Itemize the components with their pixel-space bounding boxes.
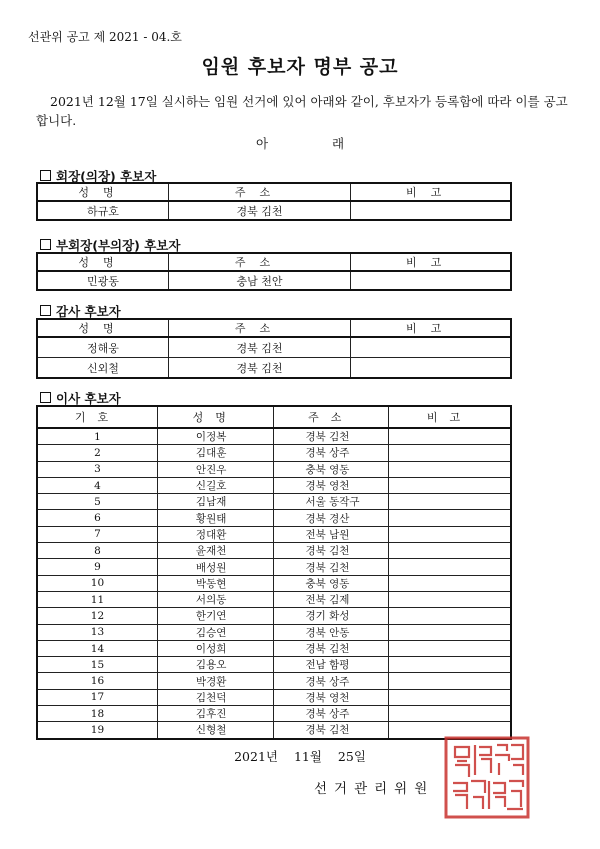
candidate-note <box>389 428 511 445</box>
president-table <box>36 182 512 221</box>
table-row <box>37 543 511 559</box>
table-row <box>37 624 511 640</box>
candidate-address: 경북 김천 <box>273 428 389 445</box>
column-header-note: 비고 <box>351 319 511 337</box>
table-row <box>37 722 511 739</box>
candidate-name: 이정복 <box>157 428 273 445</box>
candidate-address: 경북 김천 <box>168 358 350 379</box>
candidate-note <box>389 624 511 640</box>
candidate-note <box>389 657 511 673</box>
candidate-address: 충북 영동 <box>273 575 389 591</box>
candidate-name: 박동현 <box>157 575 273 591</box>
candidate-number: 18 <box>37 706 157 722</box>
candidate-number: 10 <box>37 575 157 591</box>
candidate-note <box>389 543 511 559</box>
checkbox-icon <box>40 170 51 181</box>
column-header-note: 비고 <box>389 406 511 428</box>
candidate-note <box>389 445 511 461</box>
candidate-number: 16 <box>37 673 157 689</box>
candidate-name: 정해웅 <box>37 337 168 358</box>
column-header-address: 주소 <box>273 406 389 428</box>
candidate-name: 한기연 <box>157 608 273 624</box>
table-row <box>37 477 511 493</box>
candidate-number: 3 <box>37 461 157 477</box>
table-row <box>37 337 511 358</box>
checkbox-icon <box>40 392 51 403</box>
candidate-number: 14 <box>37 640 157 656</box>
candidate-number: 8 <box>37 543 157 559</box>
committee-name: 선거관리위원 <box>314 781 435 797</box>
candidate-note <box>389 477 511 493</box>
column-header-address: 주소 <box>168 253 350 271</box>
candidate-name: 김천덕 <box>157 689 273 705</box>
auditor-table <box>36 318 512 379</box>
candidate-name: 안진우 <box>157 461 273 477</box>
below-marker: 아 래 <box>255 136 375 151</box>
section-heading-label: 이사 후보자 <box>56 391 121 406</box>
column-header-note: 비고 <box>351 253 511 271</box>
announcement-date: 2021년 11월 25일 <box>234 749 366 764</box>
candidate-name: 황원태 <box>157 510 273 526</box>
candidate-address: 경북 김천 <box>273 722 389 739</box>
candidate-address: 경북 김천 <box>168 337 350 358</box>
candidate-address: 경북 경산 <box>273 510 389 526</box>
candidate-number: 4 <box>37 477 157 493</box>
candidate-note <box>389 510 511 526</box>
table-row <box>37 445 511 461</box>
table-row <box>37 657 511 673</box>
candidate-name: 김용오 <box>157 657 273 673</box>
vice-president-table <box>36 252 512 291</box>
candidate-address: 경북 상주 <box>273 445 389 461</box>
candidate-note <box>389 526 511 542</box>
candidate-number: 2 <box>37 445 157 461</box>
checkbox-icon <box>40 239 51 250</box>
table-row <box>37 559 511 575</box>
column-header-name: 성명 <box>37 253 168 271</box>
candidate-number: 11 <box>37 591 157 607</box>
director-table <box>36 405 512 740</box>
candidate-note <box>389 559 511 575</box>
candidate-name: 서의동 <box>157 591 273 607</box>
document-number: 선관위 공고 제 2021 - 04.호 <box>28 30 182 44</box>
page-title: 임원 후보자 명부 공고 <box>201 56 399 78</box>
candidate-name: 신길호 <box>157 477 273 493</box>
table-row <box>37 526 511 542</box>
candidate-number: 6 <box>37 510 157 526</box>
candidate-name: 신형철 <box>157 722 273 739</box>
section-heading-label: 회장(의장) 후보자 <box>56 169 157 184</box>
candidate-name: 이성희 <box>157 640 273 656</box>
candidate-number: 17 <box>37 689 157 705</box>
candidate-name: 정대환 <box>157 526 273 542</box>
column-header-name: 성명 <box>37 183 168 201</box>
candidate-address: 전북 김제 <box>273 591 389 607</box>
column-header-name: 성명 <box>37 319 168 337</box>
candidate-address: 경북 김천 <box>273 640 389 656</box>
candidate-note <box>389 591 511 607</box>
table-row <box>37 201 511 220</box>
candidate-address: 경북 상주 <box>273 673 389 689</box>
candidate-name: 김승연 <box>157 624 273 640</box>
candidate-number: 1 <box>37 428 157 445</box>
table-row <box>37 494 511 510</box>
column-header-number: 기호 <box>37 406 157 428</box>
table-row <box>37 706 511 722</box>
table-row <box>37 608 511 624</box>
candidate-name: 김후진 <box>157 706 273 722</box>
candidate-name: 김남재 <box>157 494 273 510</box>
candidate-name: 민광동 <box>37 271 168 290</box>
column-header-address: 주소 <box>168 183 350 201</box>
table-row <box>37 673 511 689</box>
candidate-number: 9 <box>37 559 157 575</box>
candidate-name: 윤재천 <box>157 543 273 559</box>
candidate-number: 13 <box>37 624 157 640</box>
candidate-number: 15 <box>37 657 157 673</box>
candidate-name: 배성원 <box>157 559 273 575</box>
candidate-address: 서울 동작구 <box>273 494 389 510</box>
candidate-note <box>389 494 511 510</box>
candidate-name: 박경환 <box>157 673 273 689</box>
candidate-note <box>389 608 511 624</box>
candidate-address: 경기 화성 <box>273 608 389 624</box>
candidate-address: 충북 영동 <box>273 461 389 477</box>
candidate-address: 경북 김천 <box>273 559 389 575</box>
candidate-number: 7 <box>37 526 157 542</box>
candidate-address: 경북 상주 <box>273 706 389 722</box>
candidate-note <box>389 575 511 591</box>
candidate-address: 경북 영천 <box>273 477 389 493</box>
candidate-note <box>351 201 511 220</box>
seal-text: 대한민국 선거관리위원회 인 <box>487 814 512 816</box>
candidate-name: 하규호 <box>37 201 168 220</box>
table-row <box>37 575 511 591</box>
candidate-number: 19 <box>37 722 157 739</box>
candidate-note <box>389 640 511 656</box>
section-heading-label: 감사 후보자 <box>56 304 121 319</box>
official-seal-icon <box>443 735 531 820</box>
table-row <box>37 358 511 379</box>
column-header-note: 비고 <box>351 183 511 201</box>
table-row <box>37 510 511 526</box>
table-row <box>37 461 511 477</box>
candidate-address: 경북 김천 <box>168 201 350 220</box>
candidate-address: 경북 영천 <box>273 689 389 705</box>
candidate-note <box>351 358 511 379</box>
section-heading-label: 부회장(부의장) 후보자 <box>56 238 181 253</box>
checkbox-icon <box>40 305 51 316</box>
candidate-note <box>351 337 511 358</box>
candidate-note <box>389 706 511 722</box>
candidate-note <box>389 689 511 705</box>
candidate-note <box>351 271 511 290</box>
table-row <box>37 271 511 290</box>
candidate-number: 5 <box>37 494 157 510</box>
candidate-name: 신외철 <box>37 358 168 379</box>
table-row <box>37 689 511 705</box>
table-row <box>37 591 511 607</box>
candidate-address: 전남 함평 <box>273 657 389 673</box>
candidate-note <box>389 673 511 689</box>
candidate-note <box>389 461 511 477</box>
candidate-address: 경북 김천 <box>273 543 389 559</box>
candidate-number: 12 <box>37 608 157 624</box>
table-row <box>37 640 511 656</box>
candidate-address: 전북 남원 <box>273 526 389 542</box>
intro-paragraph: 2021년 12월 17일 실시하는 임원 선거에 있어 아래와 같이, 후보자가 등록함에 따라 이를 공고합니다. <box>36 94 568 128</box>
table-row <box>37 428 511 445</box>
column-header-address: 주소 <box>168 319 350 337</box>
candidate-name: 김대훈 <box>157 445 273 461</box>
candidate-address: 경북 안동 <box>273 624 389 640</box>
candidate-address: 충남 천안 <box>168 271 350 290</box>
column-header-name: 성명 <box>157 406 273 428</box>
